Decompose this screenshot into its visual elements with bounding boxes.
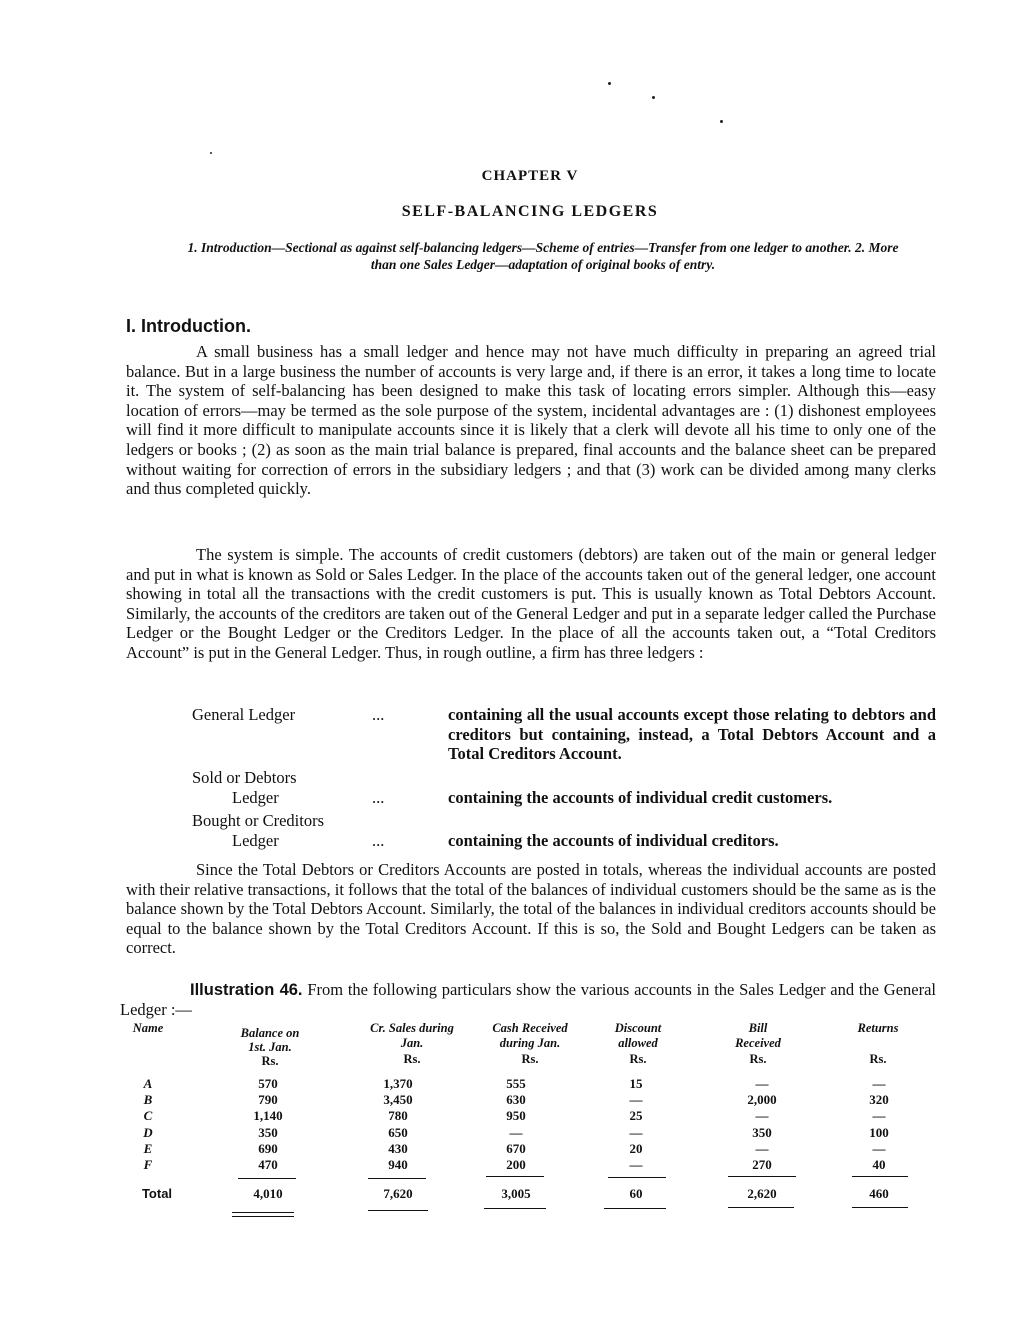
total-rule — [604, 1208, 666, 1209]
table-cell-sales: 780 — [388, 1108, 408, 1124]
table-cell-cash: 630 — [506, 1092, 526, 1108]
table-cell-cash: 670 — [506, 1140, 526, 1156]
table-cell-sales: 940 — [388, 1157, 408, 1172]
col-header-sales-1: Cr. Sales during — [370, 1021, 454, 1035]
col-unit-discount: Rs. — [629, 1052, 647, 1066]
table-cell-cash: 200 — [506, 1157, 526, 1172]
table-cell-balance: 350 — [258, 1124, 278, 1140]
ledger-description: containing the accounts of individual creditors. — [448, 831, 779, 850]
table-total-returns: 460 — [869, 1186, 889, 1201]
table-cell-balance: 690 — [258, 1140, 278, 1156]
ledger-name-line-1: Bought or Creditors — [192, 811, 324, 830]
table-cell-balance: 790 — [258, 1092, 278, 1108]
sum-rule — [368, 1178, 426, 1179]
col-header-returns: Returns — [857, 1021, 899, 1035]
table-cell-sales: 1,370 — [383, 1076, 413, 1091]
table-cell-name: C — [143, 1108, 153, 1124]
paragraph-1 — [126, 342, 936, 499]
sum-rule — [608, 1177, 666, 1178]
table-cell-name: B — [143, 1092, 153, 1108]
paragraph-2-text: The system is simple. The accounts of credit customers (debtors) are taken out of the main or general ledger and put in what is known as Sold or Sales Ledger. In the place of the accounts taken out of the general ledger, one account showing in total all the transactions with the credit customers is put. This is usually known as Total Debtors Account. Similarly, the accounts of the creditors are taken out of the General Ledger and put in a separate ledger called the Purchase Ledger or the Bought Ledger or the Creditors Ledger. In the place of all the accounts taken out, a “Total Creditors Account” is put in the General Ledger. Thus, in rough outline, a firm has three ledgers : — [126, 545, 936, 662]
paragraph-3-text: Since the Total Debtors or Creditors Accounts are posted in totals, whereas the individual accounts are posted with their relative transactions, it follows that the total of the balances of individual customers should be the same as is the balance shown by the Total Debtors Account. Similarly, the total of the balances in individual creditors accounts should be equal to the balance shown by the Total Creditors Account. If this is so, the Sold and Bought Ledgers can be taken as correct. — [126, 860, 936, 958]
ledger-name-line-2: Ledger — [232, 788, 279, 807]
table-cell-sales: 650 — [388, 1124, 408, 1140]
table-cell-discount: 15 — [629, 1076, 643, 1091]
total-rule — [368, 1210, 428, 1211]
table-cell-bill: 270 — [752, 1157, 772, 1172]
table-cell-discount: 25 — [629, 1108, 643, 1124]
table-cell-discount: — — [629, 1157, 643, 1172]
col-header-sales-2: Jan. — [400, 1036, 424, 1050]
chapter-title: SELF-BALANCING LEDGERS — [401, 203, 659, 220]
scan-speck — [720, 120, 723, 123]
table-cell-discount: 20 — [629, 1140, 643, 1156]
table-cell-name: F — [143, 1157, 153, 1172]
illustration-intro — [120, 980, 936, 1020]
table-cell-name: E — [143, 1140, 153, 1156]
table-cell-sales: 430 — [388, 1140, 408, 1156]
sum-rule — [728, 1176, 796, 1177]
table-cell-name: A — [143, 1076, 153, 1091]
table-cell-returns: — — [872, 1140, 886, 1156]
table-cell-bill: — — [755, 1140, 769, 1156]
table-cell-cash: 950 — [506, 1108, 526, 1124]
scan-speck — [608, 82, 611, 85]
table-cell-returns: — — [872, 1108, 886, 1124]
table-total-cash: 3,005 — [501, 1186, 531, 1201]
col-header-name: Name — [132, 1021, 164, 1035]
col-unit-balance: Rs. — [261, 1054, 279, 1068]
table-cell-name: D — [143, 1124, 153, 1140]
table-total-bill: 2,620 — [747, 1186, 777, 1201]
table-cell-returns: 320 — [869, 1092, 889, 1108]
table-cell-discount: — — [629, 1124, 643, 1140]
ledger-dots: ... — [372, 788, 385, 807]
sum-rule — [486, 1176, 544, 1177]
col-unit-bill: Rs. — [749, 1052, 767, 1066]
table-cell-balance: 470 — [258, 1157, 278, 1172]
table-cell-sales: 3,450 — [383, 1092, 413, 1108]
col-header-discount-1: Discount — [614, 1021, 662, 1035]
chapter-summary: 1. Introduction—Sectional as against self-balancing ledgers—Scheme of entries—Transfer from one ledger to another. 2. More than one Sales Ledger—adaptation of original books of entry. — [187, 240, 899, 272]
col-header-balance-2: 1st. Jan. — [248, 1040, 292, 1054]
col-header-discount-2: allowed — [618, 1036, 658, 1050]
table-cell-discount: — — [629, 1092, 643, 1108]
table-cell-bill: — — [755, 1108, 769, 1124]
ledger-dots: ... — [372, 705, 385, 724]
table-cell-balance: 1,140 — [253, 1108, 283, 1124]
ledger-description: containing all the usual accounts except those relating to debtors and creditors but containing, instead, a Total Debtors Account and a Total Creditors Account. — [448, 705, 936, 764]
table-cell-cash: — — [509, 1124, 523, 1140]
scan-speck — [652, 96, 655, 99]
illustration-label: Illustration 46. — [190, 981, 303, 999]
total-rule — [232, 1216, 294, 1217]
total-rule — [232, 1212, 294, 1213]
ledger-description: containing the accounts of individual credit customers. — [448, 788, 833, 807]
ledger-name-line-2: Ledger — [232, 831, 279, 850]
col-header-bill-2: Received — [735, 1036, 781, 1050]
table-cell-bill: 2,000 — [747, 1092, 777, 1108]
paragraph-2 — [126, 545, 936, 663]
col-header-bill-1: Bill — [748, 1021, 768, 1035]
scan-speck — [210, 152, 212, 154]
chapter-number: CHAPTER V — [481, 168, 579, 184]
paragraph-1-text: A small business has a small ledger and hence may not have much difficulty in preparing an agreed trial balance. But in a large business the number of accounts is very large and, if there is an error, it takes a long time to locate it. The system of self-balancing has been designed to make this task of locating errors simpler. Although this—easy location of errors—may be termed as the sole purpose of the system, incidental advantages are : (1) dishonest employees will find it more difficult to manipulate accounts since it is likely that a clerk will devote all his time to only one of the ledgers or books ; (2) as soon as the main trial balance is prepared, final accounts and the balance sheet can be prepared without waiting for correction of errors in the subsidiary ledgers ; and that (3) work can be divided among many clerks and thus completed quickly. — [126, 342, 936, 499]
total-rule — [484, 1208, 546, 1209]
table-cell-returns: — — [872, 1076, 886, 1091]
table-cell-returns: 100 — [869, 1124, 889, 1140]
table-total-discount: 60 — [629, 1186, 643, 1201]
sum-rule — [852, 1176, 908, 1177]
col-unit-returns: Rs. — [869, 1052, 887, 1066]
col-unit-cash: Rs. — [521, 1052, 539, 1066]
table-cell-cash: 555 — [506, 1076, 526, 1091]
total-rule — [852, 1207, 908, 1208]
ledger-name-line-1: Sold or Debtors — [192, 768, 297, 787]
table-total-balance: 4,010 — [253, 1186, 283, 1201]
table-cell-bill: 350 — [752, 1124, 772, 1140]
table-cell-returns: 40 — [872, 1157, 886, 1172]
sum-rule — [238, 1178, 296, 1179]
table-cell-balance: 570 — [258, 1076, 278, 1091]
col-unit-sales: Rs. — [403, 1052, 421, 1066]
total-rule — [728, 1207, 794, 1208]
col-header-cash-1: Cash Received — [492, 1021, 568, 1035]
table-total-sales: 7,620 — [383, 1186, 413, 1201]
ledger-dots: ... — [372, 831, 385, 850]
col-header-balance-1: Balance on — [240, 1026, 300, 1040]
table-cell-bill: — — [755, 1076, 769, 1091]
section-heading: I. Introduction. — [126, 316, 251, 336]
paragraph-3 — [126, 860, 936, 958]
col-header-cash-2: during Jan. — [499, 1036, 561, 1050]
illustration-text: From the following particulars show the various accounts in the Sales Ledger and the General Ledger :— — [120, 980, 937, 1019]
ledger-name: General Ledger — [192, 705, 296, 724]
table-total-name: Total — [141, 1186, 173, 1201]
